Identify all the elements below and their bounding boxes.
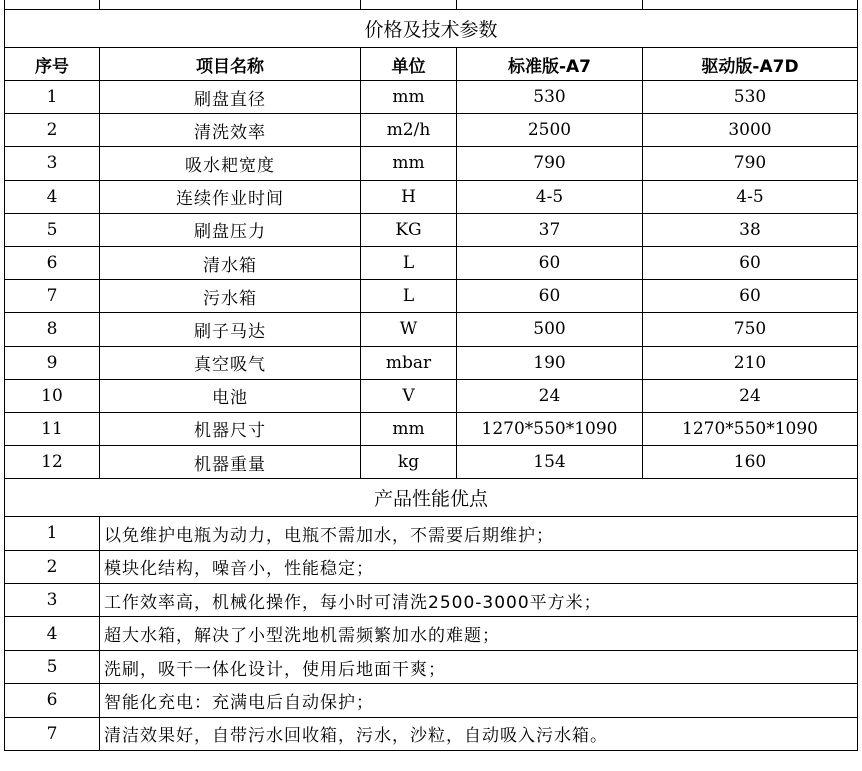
standard-a7-value: 37 [457, 213, 643, 246]
unit: W [361, 313, 457, 346]
list-item [5, 717, 858, 750]
standard-a7-value: 530 [457, 81, 643, 114]
header-row [5, 48, 858, 81]
standard-a7-value: 60 [457, 280, 643, 313]
spec-table [4, 0, 858, 751]
drive-a7d-value: 160 [643, 446, 858, 479]
drive-a7d-value: 530 [643, 81, 858, 114]
advantages-title-row [5, 479, 858, 517]
drive-a7d-value: 210 [643, 346, 858, 379]
unit: mbar [361, 346, 457, 379]
spec-title-row [5, 10, 858, 48]
item-name: 吸水耙宽度 [100, 147, 361, 180]
unit: L [361, 280, 457, 313]
drive-a7d-value: 750 [643, 313, 858, 346]
spec-sheet [4, 0, 857, 767]
standard-a7-value: 790 [457, 147, 643, 180]
item-name: 清洗效率 [100, 114, 361, 147]
unit: H [361, 180, 457, 213]
unit: V [361, 379, 457, 412]
advantage-text: 智能化充电：充满电后自动保护； [100, 684, 858, 717]
row-number: 10 [5, 379, 100, 412]
advantage-number: 4 [5, 617, 100, 650]
table-row [5, 412, 858, 445]
row-number: 8 [5, 313, 100, 346]
standard-a7-value: 190 [457, 346, 643, 379]
advantage-number: 3 [5, 584, 100, 617]
item-name: 刷子马达 [100, 313, 361, 346]
table-row [5, 446, 858, 479]
row-number: 12 [5, 446, 100, 479]
header-no: 序号 [5, 48, 100, 81]
standard-a7-value: 2500 [457, 114, 643, 147]
table-row [5, 246, 858, 279]
drive-a7d-value: 4-5 [643, 180, 858, 213]
strip-cell [643, 0, 858, 10]
advantage-text: 清洁效果好，自带污水回收箱，污水，沙粒，自动吸入污水箱。 [100, 717, 858, 750]
drive-a7d-value: 790 [643, 147, 858, 180]
standard-a7-value: 500 [457, 313, 643, 346]
advantage-number: 2 [5, 550, 100, 583]
row-number: 2 [5, 114, 100, 147]
advantage-text: 超大水箱，解决了小型洗地机需频繁加水的难题； [100, 617, 858, 650]
item-name: 电池 [100, 379, 361, 412]
standard-a7-value: 60 [457, 246, 643, 279]
item-name: 机器尺寸 [100, 412, 361, 445]
unit: KG [361, 213, 457, 246]
row-number: 5 [5, 213, 100, 246]
top-strip-row [5, 0, 858, 10]
row-number: 7 [5, 280, 100, 313]
standard-a7-value: 1270*550*1090 [457, 412, 643, 445]
list-item [5, 617, 858, 650]
unit: mm [361, 412, 457, 445]
header-standard-a7: 标准版-A7 [457, 48, 643, 81]
drive-a7d-value: 60 [643, 246, 858, 279]
unit: mm [361, 147, 457, 180]
row-number: 4 [5, 180, 100, 213]
list-item [5, 517, 858, 550]
table-row [5, 180, 858, 213]
drive-a7d-value: 38 [643, 213, 858, 246]
advantage-number: 1 [5, 517, 100, 550]
table-row [5, 213, 858, 246]
advantages-title: 产品性能优点 [5, 479, 858, 517]
standard-a7-value: 154 [457, 446, 643, 479]
drive-a7d-value: 3000 [643, 114, 858, 147]
list-item [5, 650, 858, 683]
header-item-name: 项目名称 [100, 48, 361, 81]
item-name: 刷盘压力 [100, 213, 361, 246]
strip-cell [100, 0, 361, 10]
list-item [5, 584, 858, 617]
header-unit: 单位 [361, 48, 457, 81]
table-row [5, 346, 858, 379]
advantage-number: 6 [5, 684, 100, 717]
advantage-text: 以免维护电瓶为动力，电瓶不需加水，不需要后期维护； [100, 517, 858, 550]
unit: kg [361, 446, 457, 479]
item-name: 清水箱 [100, 246, 361, 279]
strip-cell [457, 0, 643, 10]
table-row [5, 379, 858, 412]
advantage-text: 洗刷，吸干一体化设计，使用后地面干爽； [100, 650, 858, 683]
advantage-text: 模块化结构，噪音小，性能稳定； [100, 550, 858, 583]
item-name: 真空吸气 [100, 346, 361, 379]
list-item [5, 684, 858, 717]
table-row [5, 147, 858, 180]
drive-a7d-value: 1270*550*1090 [643, 412, 858, 445]
drive-a7d-value: 24 [643, 379, 858, 412]
advantage-number: 5 [5, 650, 100, 683]
standard-a7-value: 4-5 [457, 180, 643, 213]
list-item [5, 550, 858, 583]
item-name: 刷盘直径 [100, 81, 361, 114]
item-name: 污水箱 [100, 280, 361, 313]
item-name: 连续作业时间 [100, 180, 361, 213]
standard-a7-value: 24 [457, 379, 643, 412]
row-number: 1 [5, 81, 100, 114]
table-row [5, 81, 858, 114]
table-row [5, 313, 858, 346]
advantage-text: 工作效率高，机械化操作，每小时可清洗2500-3000平方米； [100, 584, 858, 617]
drive-a7d-value: 60 [643, 280, 858, 313]
row-number: 6 [5, 246, 100, 279]
table-row [5, 280, 858, 313]
row-number: 3 [5, 147, 100, 180]
row-number: 11 [5, 412, 100, 445]
row-number: 9 [5, 346, 100, 379]
table-row [5, 114, 858, 147]
strip-cell [5, 0, 100, 10]
unit: mm [361, 81, 457, 114]
spec-title: 价格及技术参数 [5, 10, 858, 48]
unit: L [361, 246, 457, 279]
unit: m2/h [361, 114, 457, 147]
header-drive-a7d: 驱动版-A7D [643, 48, 858, 81]
advantage-number: 7 [5, 717, 100, 750]
item-name: 机器重量 [100, 446, 361, 479]
strip-cell [361, 0, 457, 10]
